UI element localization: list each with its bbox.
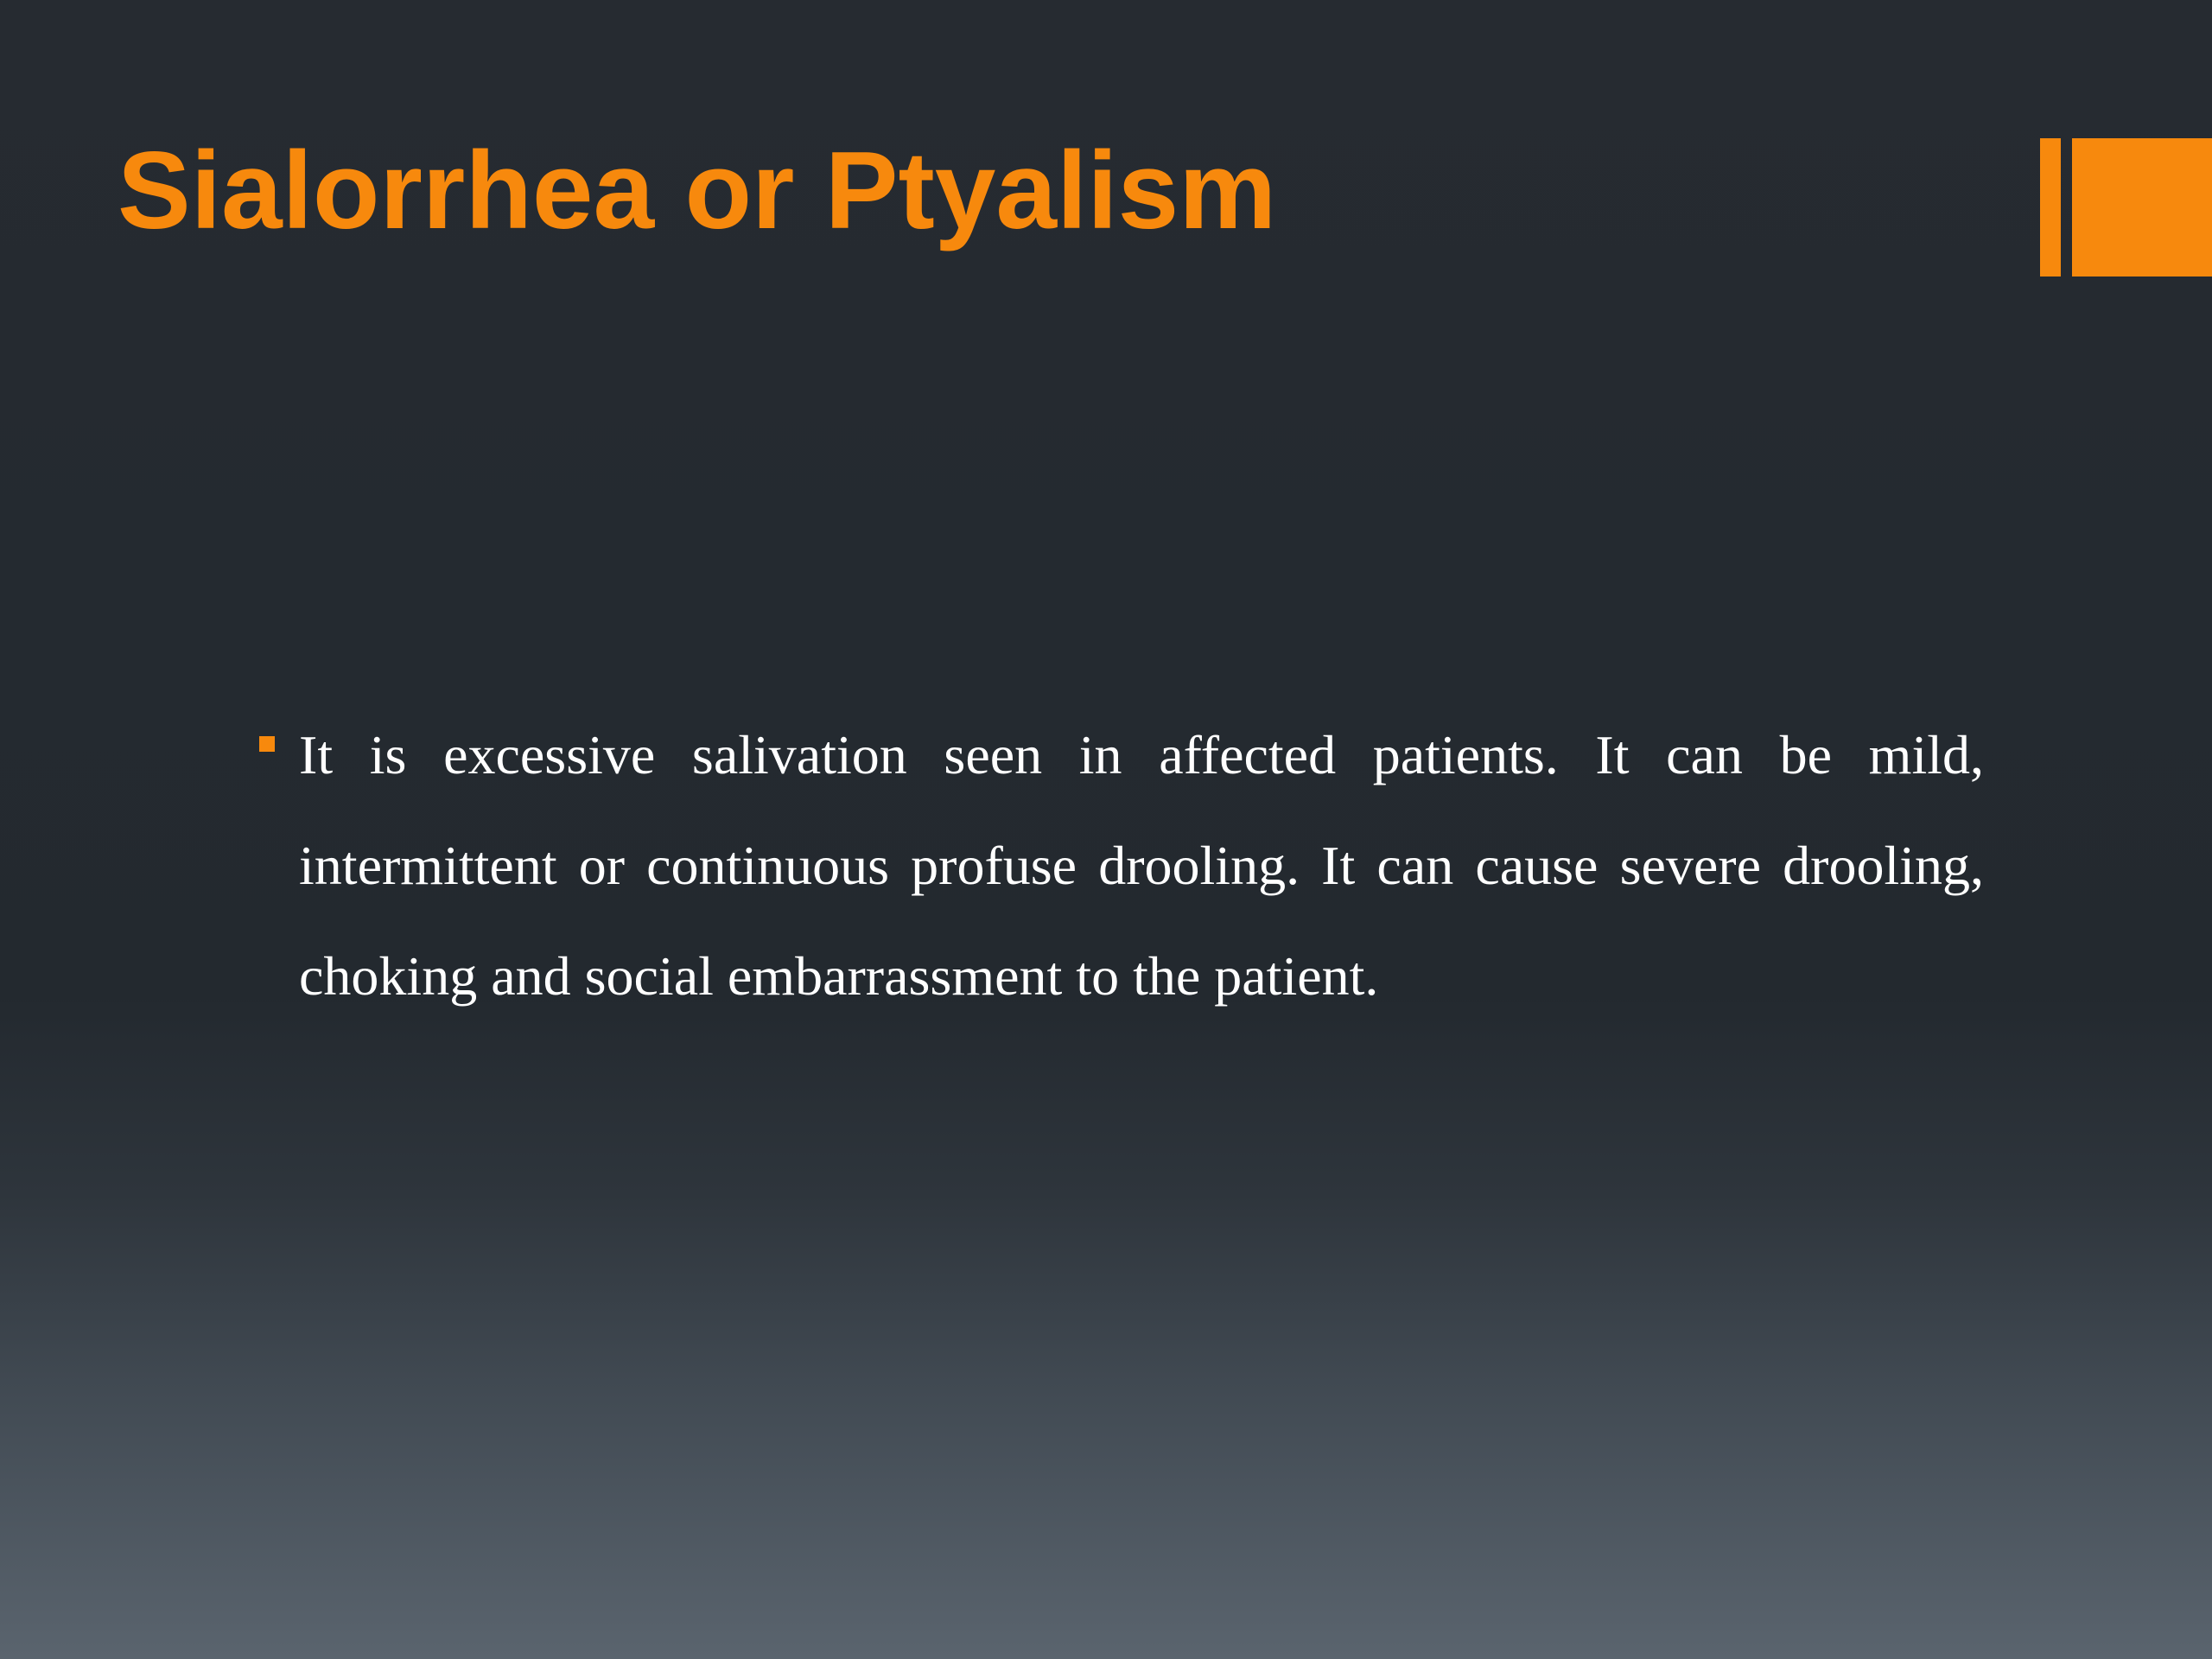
square-bullet-icon [259,736,275,752]
slide-title: Sialorrhea or Ptyalism [118,129,1277,251]
corner-accent-thin-bar [2040,138,2061,276]
bullet-text: It is excessive salivation seen in affected patients. It can be mild, intermittent or continuous profuse drooling. It can cause severe drooling, choking and social embarrassment to the patient. [299,724,1984,1007]
bullet-item [256,700,1984,1032]
slide-content [256,700,1984,1032]
corner-accent-block [2072,138,2212,276]
